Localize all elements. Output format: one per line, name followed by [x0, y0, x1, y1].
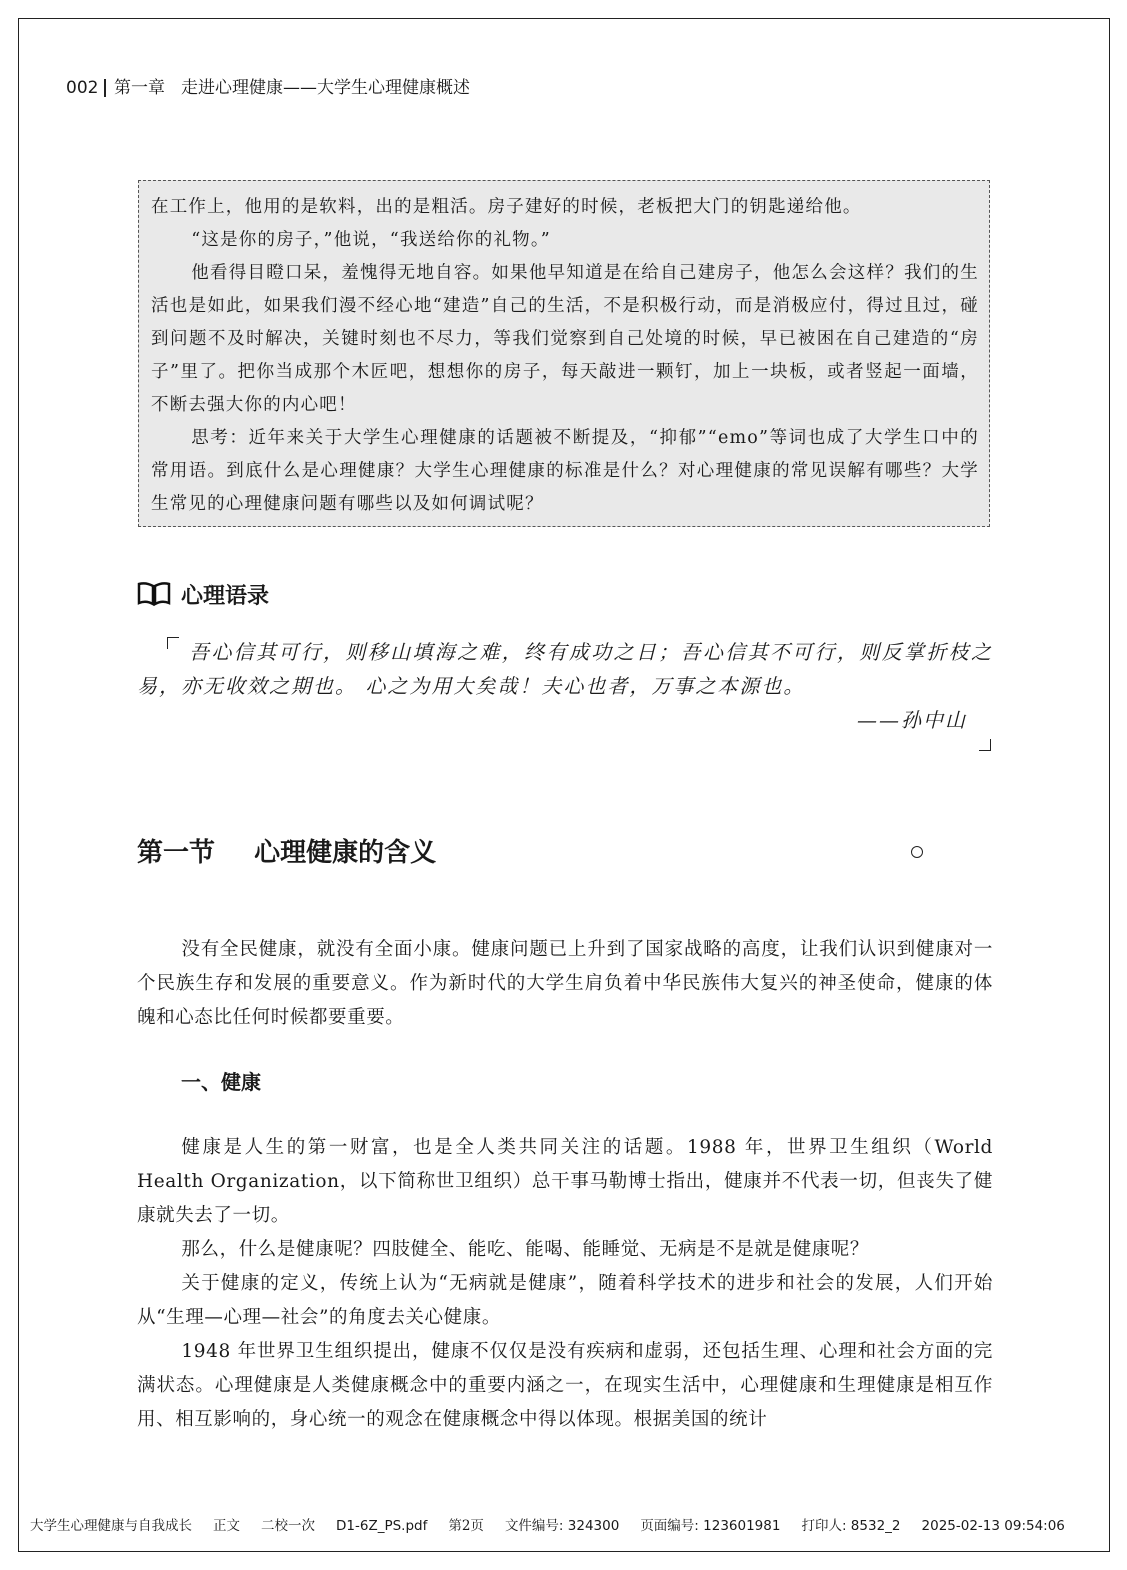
story-paragraph: 他看得目瞪口呆，羞愧得无地自容。如果他早知道是在给自己建房子，他怎么会这样？我们的生活也是如此，如果我们漫不经心地“建造”自己的生活，不是积极行动，而是消极应付，得过且过，碰到问题不及时解决，关键时刻也不尽力，等我们觉察到自己处境的时候，早已被困在自己建造的“房子”里了。把你当成那个木匠吧，想想你的房子，每天敲进一颗钉，加上一块板，或者竖起一面墙，不断去强大你的内心吧！ [151, 263, 979, 415]
running-head [66, 76, 470, 100]
section-number: 第一节 [137, 838, 216, 868]
body-paragraph: 那么，什么是健康呢？四肢健全、能吃、能喝、能睡觉、无病是不是就是健康呢？ [181, 1239, 869, 1260]
quote-heading-label: 心理语录 [181, 583, 270, 609]
body-paragraph: 关于健康的定义，传统上认为“无病就是健康”，随着科学技术的进步和社会的发展，人们开始从“生理—心理—社会”的角度去关心健康。 [137, 1273, 993, 1328]
subsection-title: 一、健康 [181, 1070, 261, 1094]
story-box [138, 180, 990, 527]
footer-book-title: 大学生心理健康与自我成长 [30, 1518, 192, 1534]
chapter-number: 第一章 [113, 78, 165, 98]
quote-block [137, 635, 993, 737]
footer-file: D1-6Z_PS.pdf [336, 1518, 428, 1534]
story-paragraph: 在工作上，他用的是软料，出的是粗活。房子建好的时候，老板把大门的钥匙递给他。 [151, 197, 862, 217]
chapter-title: 走进心理健康——大学生心理健康概述 [180, 78, 470, 98]
story-paragraph: “这是你的房子，”他说，“我送给你的礼物。” [191, 230, 551, 250]
intro-paragraph: 没有全民健康，就没有全面小康。健康问题已上升到了国家战略的高度，让我们认识到健康对一个民族生存和发展的重要意义。作为新时代的大学生肩负着中华民族伟大复兴的神圣使命，健康的体魄和心态比任何时候都要重要。 [137, 939, 993, 1028]
quote-heading [137, 578, 269, 610]
footer-section: 正文 [213, 1518, 240, 1534]
footer-page-no: 页面编号: 123601981 [640, 1518, 781, 1534]
story-reflection: 思考：近年来关于大学生心理健康的话题被不断提及，“抑郁”“emo”等词也成了大学生口中的常用语。到底什么是心理健康？大学生心理健康的标准是什么？对心理健康的常见误解有哪些？大学生常见的心理健康问题有哪些以及如何调试呢？ [151, 428, 979, 514]
quote-text: 吾心信其可行，则移山填海之难，终有成功之日；吾心信其不可行，则反掌折枝之易，亦无收效之期也。 心之为用大矣哉！夫心也者，万事之本源也。 [137, 640, 993, 698]
body-paragraph: 健康是人生的第一财富，也是全人类共同关注的话题。1988 年，世界卫生组织（World Health Organization，以下简称世卫组织）总干事马勒博士指出，健康并不代表一切，但丧失了健康就失去了一切。 [137, 1137, 993, 1226]
health-body [137, 1131, 993, 1437]
page-number: 002 [66, 78, 99, 98]
quote-author: ——孙中山 [857, 708, 967, 732]
footer-proof: 二校一次 [261, 1518, 315, 1534]
footer-doc-no: 文件编号: 324300 [504, 1518, 620, 1534]
body-paragraph: 1948 年世界卫生组织提出，健康不仅仅是没有疾病和虚弱，还包括生理、心理和社会方面的完满状态。心理健康是人类健康概念中的重要内涵之一，在现实生活中，心理健康和生理健康是相互作用、相互影响的，身心统一的观念在健康概念中得以体现。根据美国的统计 [137, 1341, 993, 1430]
intro-text [137, 933, 993, 1035]
footer-datetime: 2025-02-13 09:54:06 [921, 1518, 1065, 1534]
quote-open-mark [167, 637, 179, 649]
footer-page: 第2页 [448, 1518, 484, 1534]
open-book-icon [137, 581, 171, 607]
print-footer [30, 1515, 1065, 1537]
quote-close-mark [979, 739, 991, 751]
circle-icon [911, 846, 923, 858]
header-divider [104, 79, 106, 97]
section-title-text: 心理健康的含义 [254, 838, 437, 868]
footer-printer: 打印人: 8532_2 [801, 1518, 901, 1534]
section-title [137, 834, 436, 872]
